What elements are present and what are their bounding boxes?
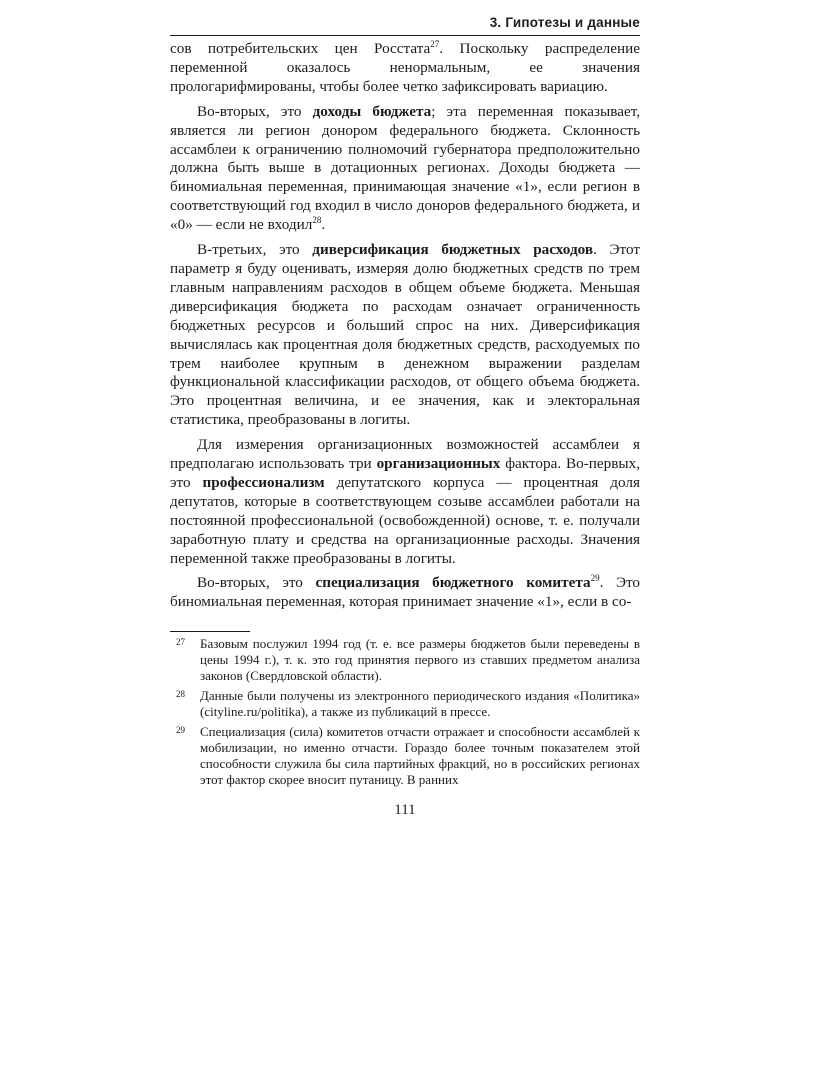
footnote-text: Базовым послужил 1994 год (т. е. все размеры бюджетов были переведены в цены 1994 г.), т. к. это год принятия первого из ставших предметом анализа законов (Свердловской области).	[200, 636, 640, 684]
footnote	[170, 636, 640, 684]
text-run: фактора. Во-первых, это	[170, 455, 640, 491]
text-run: ; эта переменная показывает, является ли регион донором федерального бюджета. Склонность ассамблеи к ограничению полномочий губернатора предположительно должна быть выше в дотационных регионах. Доходы бюджета — биномиальная переменная, принимающая значение «1», если регион в соответствующий год входил в число доноров федерального бюджета, и «0» — если не входил	[170, 102, 640, 234]
footnote-text: Специализация (сила) комитетов отчасти отражает и способности ассамблей к мобилизации, но именно отчасти. Гораздо более точным показателем этой способности служила бы сила партийных фракций, но в российских регионах этот фактор скорее вносит путаницу. В ранних	[200, 724, 640, 788]
text-run: Во-вторых, это	[197, 102, 313, 120]
footnote-ref: 29	[590, 573, 600, 584]
page-number: 111	[394, 802, 416, 819]
paragraph-committee	[170, 574, 640, 612]
paragraph-continuation	[170, 40, 640, 97]
footnote-number: 29	[176, 725, 185, 736]
body-text	[170, 40, 640, 612]
footnote	[170, 724, 640, 788]
term-bold: специализация бюджетного комитета	[315, 574, 591, 592]
term-bold: диверсификация бюджетных расходов	[312, 241, 594, 259]
book-page	[170, 14, 640, 819]
text-run: . Поскольку распределение переменной оказалось ненормальным, ее значения прологарифмированы, чтобы более четко зафиксировать вариацию.	[170, 40, 640, 95]
term-bold: организационных	[376, 455, 501, 473]
footnote-divider	[170, 631, 250, 632]
text-run: Во-вторых, это	[197, 574, 316, 592]
footnote	[170, 688, 640, 720]
footnote-number: 27	[176, 637, 185, 648]
text-run: . Этот параметр я буду оценивать, измеряя долю бюджетных средств по трем главным направлениям расходов в общем объеме бюджета. Меньшая диверсификация бюджета по расходам означает ограниченность бюджетных ресурсов и больший спрос на них. Диверсификация вычислялась как процентная доля бюджетных средств, расходуемых по трем наиболее крупным в денежном выражении разделам функциональной классификации расходов, от общего объема бюджета. Это процентная величина, и ее значения, как и электоральная статистика, преобразованы в логиты.	[170, 241, 640, 429]
paragraph-organizational	[170, 436, 640, 568]
running-header: 3. Гипотезы и данные	[170, 14, 640, 36]
text-run: Для измерения организационных возможностей ассамблеи я предполагаю использовать три	[170, 436, 640, 473]
footnote-ref: 27	[430, 38, 440, 49]
footnote-text: Данные были получены из электронного периодического издания «Политика» (cityline.ru/politika), а также из публикаций в прессе.	[200, 688, 640, 720]
paragraph-diversification	[170, 241, 640, 430]
term-bold: профессионализм	[202, 473, 325, 491]
footnote-number: 28	[176, 689, 185, 700]
text-run: депутатского корпуса — процентная доля депутатов, которые в соответствующем созыве ассамблеи работали на постоянной профессиональной (освобожденной) основе, т. е. получали заработную плату и средства на организационные расходы. Значения переменной также преобразованы в логиты.	[170, 473, 640, 567]
text-run: . Это биномиальная переменная, которая принимает значение «1», если в со-	[170, 574, 641, 611]
footnotes	[170, 636, 640, 788]
text-run: .	[321, 216, 326, 234]
paragraph-budget-revenue	[170, 103, 640, 235]
text-run: В-третьих, это	[197, 241, 313, 259]
footnote-ref: 28	[312, 215, 322, 226]
text-run: сов потребительских цен Росстата	[170, 40, 431, 57]
term-bold: доходы бюджета	[312, 102, 432, 120]
